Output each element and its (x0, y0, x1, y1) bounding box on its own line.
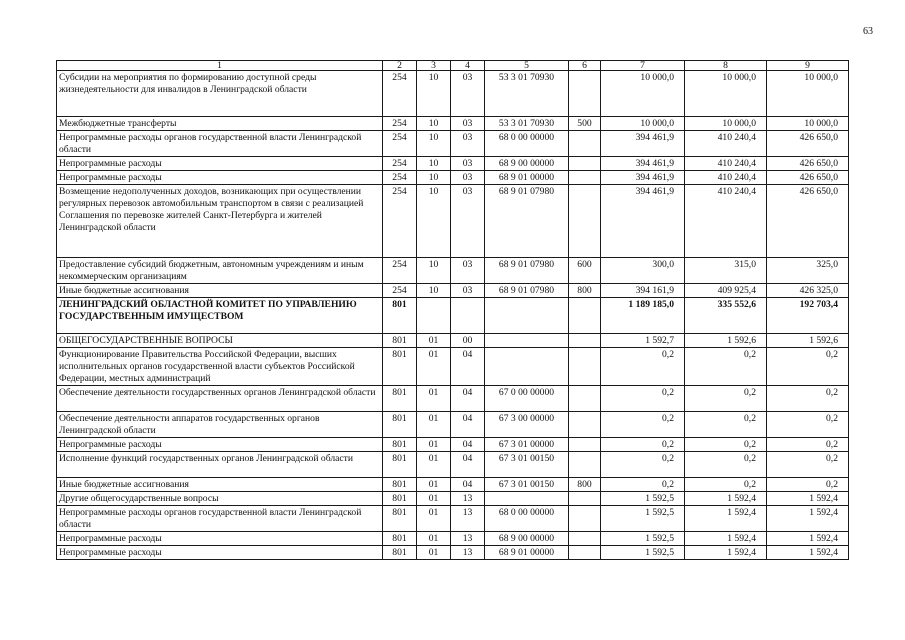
row-description: Иные бюджетные ассигнования (57, 284, 383, 298)
column-header: 3 (417, 61, 451, 71)
cell-amount-year2: 409 925,4 (685, 284, 767, 298)
cell-expense-type (569, 412, 601, 438)
cell-amount-year1: 1 592,5 (601, 506, 685, 532)
cell-expense-type: 500 (569, 117, 601, 131)
cell-amount-year3: 325,0 (767, 258, 849, 284)
cell-expense-type (569, 532, 601, 546)
cell-amount-year3: 0,2 (767, 412, 849, 438)
column-header: 8 (685, 61, 767, 71)
cell-amount-year3: 192 703,4 (767, 298, 849, 334)
cell-subsection: 04 (451, 478, 485, 492)
table-row (57, 506, 849, 532)
cell-amount-year1: 10 000,0 (601, 71, 685, 117)
cell-expense-type (569, 438, 601, 452)
cell-target-article: 67 3 01 00000 (485, 438, 569, 452)
cell-amount-year2: 410 240,4 (685, 131, 767, 157)
cell-section: 01 (417, 492, 451, 506)
cell-admin-code: 254 (383, 284, 417, 298)
cell-amount-year1: 0,2 (601, 478, 685, 492)
cell-amount-year1: 394 461,9 (601, 131, 685, 157)
table-row (57, 131, 849, 157)
cell-section: 01 (417, 334, 451, 348)
cell-admin-code: 801 (383, 532, 417, 546)
cell-amount-year2: 0,2 (685, 452, 767, 478)
row-description: Функционирование Правительства Российской Федерации, высших исполнительных органов государственной власти субъектов Российской Федерации, местных администраций (57, 348, 383, 386)
cell-expense-type: 600 (569, 258, 601, 284)
cell-section: 01 (417, 478, 451, 492)
cell-subsection: 03 (451, 131, 485, 157)
cell-expense-type (569, 334, 601, 348)
cell-amount-year1: 394 461,9 (601, 171, 685, 185)
row-description: Другие общегосударственные вопросы (57, 492, 383, 506)
row-description: Непрограммные расходы органов государственной власти Ленинградской области (57, 131, 383, 157)
cell-expense-type (569, 131, 601, 157)
cell-amount-year3: 0,2 (767, 438, 849, 452)
cell-target-article: 67 0 00 00000 (485, 386, 569, 412)
cell-amount-year2: 0,2 (685, 348, 767, 386)
cell-target-article: 68 0 00 00000 (485, 506, 569, 532)
cell-amount-year2: 0,2 (685, 412, 767, 438)
cell-section: 01 (417, 506, 451, 532)
cell-section: 01 (417, 452, 451, 478)
cell-amount-year3: 0,2 (767, 452, 849, 478)
cell-amount-year2: 10 000,0 (685, 117, 767, 131)
cell-amount-year2: 1 592,4 (685, 532, 767, 546)
cell-amount-year3: 0,2 (767, 348, 849, 386)
cell-target-article: 53 3 01 70930 (485, 71, 569, 117)
cell-expense-type (569, 298, 601, 334)
cell-admin-code: 801 (383, 452, 417, 478)
cell-target-article: 53 3 01 70930 (485, 117, 569, 131)
cell-target-article: 67 3 00 00000 (485, 412, 569, 438)
cell-section: 10 (417, 258, 451, 284)
cell-expense-type: 800 (569, 478, 601, 492)
cell-amount-year3: 426 650,0 (767, 157, 849, 171)
cell-subsection: 13 (451, 546, 485, 560)
cell-amount-year3: 10 000,0 (767, 117, 849, 131)
cell-amount-year2: 1 592,4 (685, 492, 767, 506)
cell-amount-year1: 1 592,5 (601, 546, 685, 560)
cell-target-article: 68 9 01 07980 (485, 258, 569, 284)
cell-admin-code: 254 (383, 131, 417, 157)
cell-subsection: 03 (451, 284, 485, 298)
budget-table (56, 60, 849, 560)
table-row (57, 532, 849, 546)
column-header: 4 (451, 61, 485, 71)
row-description: Межбюджетные трансферты (57, 117, 383, 131)
cell-expense-type (569, 452, 601, 478)
cell-amount-year3: 1 592,6 (767, 334, 849, 348)
cell-amount-year2: 0,2 (685, 386, 767, 412)
cell-amount-year2: 10 000,0 (685, 71, 767, 117)
row-description: Непрограммные расходы органов государственной власти Ленинградской области (57, 506, 383, 532)
cell-amount-year1: 1 189 185,0 (601, 298, 685, 334)
cell-expense-type (569, 348, 601, 386)
row-description: Возмещение недополученных доходов, возникающих при осуществлении регулярных перевозок автомобильным транспортом в связи с реализацией Соглашения по перевозке жителей Санкт-Петербурга и жителей Ленинградской области (57, 185, 383, 258)
row-description: Непрограммные расходы (57, 157, 383, 171)
cell-amount-year3: 1 592,4 (767, 506, 849, 532)
cell-subsection: 03 (451, 117, 485, 131)
cell-admin-code: 254 (383, 157, 417, 171)
table-row (57, 492, 849, 506)
cell-subsection: 04 (451, 386, 485, 412)
cell-admin-code: 801 (383, 334, 417, 348)
table-row (57, 298, 849, 334)
cell-section: 10 (417, 171, 451, 185)
cell-target-article: 67 3 01 00150 (485, 452, 569, 478)
table-row (57, 157, 849, 171)
cell-subsection: 03 (451, 157, 485, 171)
cell-section: 10 (417, 71, 451, 117)
cell-section: 01 (417, 412, 451, 438)
cell-expense-type (569, 506, 601, 532)
cell-subsection: 13 (451, 506, 485, 532)
cell-section: 10 (417, 157, 451, 171)
cell-target-article (485, 334, 569, 348)
row-description: Непрограммные расходы (57, 438, 383, 452)
cell-expense-type (569, 386, 601, 412)
cell-amount-year2: 1 592,6 (685, 334, 767, 348)
cell-amount-year3: 426 650,0 (767, 185, 849, 258)
cell-amount-year1: 394 461,9 (601, 157, 685, 171)
cell-subsection: 13 (451, 532, 485, 546)
cell-subsection: 04 (451, 348, 485, 386)
cell-amount-year2: 410 240,4 (685, 157, 767, 171)
cell-amount-year1: 0,2 (601, 452, 685, 478)
cell-expense-type (569, 492, 601, 506)
cell-admin-code: 801 (383, 478, 417, 492)
cell-target-article: 68 9 00 00000 (485, 157, 569, 171)
cell-expense-type (569, 171, 601, 185)
cell-subsection: 03 (451, 71, 485, 117)
row-description: Исполнение функций государственных органов Ленинградской области (57, 452, 383, 478)
cell-amount-year3: 0,2 (767, 386, 849, 412)
table-row (57, 412, 849, 438)
cell-admin-code: 254 (383, 185, 417, 258)
cell-amount-year1: 0,2 (601, 412, 685, 438)
cell-admin-code: 801 (383, 438, 417, 452)
cell-target-article: 68 0 00 00000 (485, 131, 569, 157)
row-description: Предоставление субсидий бюджетным, автономным учреждениям и иным некоммерческим организациям (57, 258, 383, 284)
cell-section: 10 (417, 284, 451, 298)
cell-subsection (451, 298, 485, 334)
cell-amount-year3: 1 592,4 (767, 546, 849, 560)
cell-subsection: 04 (451, 452, 485, 478)
cell-target-article: 67 3 01 00150 (485, 478, 569, 492)
cell-admin-code: 801 (383, 412, 417, 438)
cell-admin-code: 254 (383, 117, 417, 131)
cell-admin-code: 254 (383, 171, 417, 185)
column-header: 6 (569, 61, 601, 71)
cell-section: 01 (417, 438, 451, 452)
cell-amount-year2: 410 240,4 (685, 185, 767, 258)
cell-target-article (485, 348, 569, 386)
cell-amount-year2: 410 240,4 (685, 171, 767, 185)
cell-amount-year1: 394 461,9 (601, 185, 685, 258)
cell-expense-type (569, 71, 601, 117)
cell-target-article: 68 9 01 07980 (485, 185, 569, 258)
cell-admin-code: 254 (383, 71, 417, 117)
cell-admin-code: 801 (383, 386, 417, 412)
row-description: Непрограммные расходы (57, 532, 383, 546)
cell-amount-year1: 0,2 (601, 348, 685, 386)
table-row (57, 386, 849, 412)
cell-amount-year1: 10 000,0 (601, 117, 685, 131)
cell-amount-year1: 0,2 (601, 438, 685, 452)
cell-subsection: 03 (451, 185, 485, 258)
cell-admin-code: 801 (383, 348, 417, 386)
cell-expense-type (569, 546, 601, 560)
table-row (57, 117, 849, 131)
cell-expense-type (569, 157, 601, 171)
header-row (57, 61, 849, 71)
cell-amount-year2: 1 592,4 (685, 546, 767, 560)
table-row (57, 71, 849, 117)
cell-subsection: 03 (451, 258, 485, 284)
row-description: ОБЩЕГОСУДАРСТВЕННЫЕ ВОПРОСЫ (57, 334, 383, 348)
cell-amount-year3: 10 000,0 (767, 71, 849, 117)
cell-section (417, 298, 451, 334)
row-description: Иные бюджетные ассигнования (57, 478, 383, 492)
cell-section: 01 (417, 532, 451, 546)
cell-section: 10 (417, 185, 451, 258)
cell-amount-year3: 1 592,4 (767, 492, 849, 506)
cell-section: 01 (417, 546, 451, 560)
column-header: 9 (767, 61, 849, 71)
table-row (57, 258, 849, 284)
cell-section: 10 (417, 117, 451, 131)
cell-section: 01 (417, 386, 451, 412)
cell-subsection: 04 (451, 438, 485, 452)
cell-amount-year1: 300,0 (601, 258, 685, 284)
cell-amount-year2: 335 552,6 (685, 298, 767, 334)
cell-subsection: 00 (451, 334, 485, 348)
cell-target-article (485, 492, 569, 506)
cell-expense-type: 800 (569, 284, 601, 298)
column-header: 7 (601, 61, 685, 71)
cell-amount-year2: 315,0 (685, 258, 767, 284)
cell-amount-year2: 1 592,4 (685, 506, 767, 532)
cell-amount-year1: 0,2 (601, 386, 685, 412)
cell-section: 01 (417, 348, 451, 386)
cell-admin-code: 801 (383, 506, 417, 532)
cell-amount-year3: 426 650,0 (767, 131, 849, 157)
cell-subsection: 13 (451, 492, 485, 506)
cell-target-article: 68 9 01 00000 (485, 171, 569, 185)
row-description: Обеспечение деятельности государственных органов Ленинградской области (57, 386, 383, 412)
table-row (57, 334, 849, 348)
cell-amount-year3: 426 650,0 (767, 171, 849, 185)
cell-expense-type (569, 185, 601, 258)
table-row (57, 171, 849, 185)
cell-amount-year2: 0,2 (685, 438, 767, 452)
cell-amount-year1: 394 161,9 (601, 284, 685, 298)
table-row (57, 452, 849, 478)
cell-admin-code: 801 (383, 546, 417, 560)
row-description: Непрограммные расходы (57, 171, 383, 185)
cell-amount-year2: 0,2 (685, 478, 767, 492)
column-header: 1 (57, 61, 383, 71)
column-header: 5 (485, 61, 569, 71)
cell-target-article (485, 298, 569, 334)
row-description: Обеспечение деятельности аппаратов государственных органов Ленинградской области (57, 412, 383, 438)
table-row (57, 284, 849, 298)
column-header: 2 (383, 61, 417, 71)
cell-amount-year3: 426 325,0 (767, 284, 849, 298)
cell-subsection: 03 (451, 171, 485, 185)
page-number: 63 (863, 26, 873, 37)
cell-amount-year1: 1 592,7 (601, 334, 685, 348)
table-row (57, 348, 849, 386)
cell-subsection: 04 (451, 412, 485, 438)
cell-admin-code: 801 (383, 298, 417, 334)
row-description: ЛЕНИНГРАДСКИЙ ОБЛАСТНОЙ КОМИТЕТ ПО УПРАВЛЕНИЮ ГОСУДАРСТВЕННЫМ ИМУЩЕСТВОМ (57, 298, 383, 334)
cell-admin-code: 801 (383, 492, 417, 506)
row-description: Субсидии на мероприятия по формированию доступной среды жизнедеятельности для инвалидов в Ленинградской области (57, 71, 383, 117)
cell-amount-year3: 0,2 (767, 478, 849, 492)
table-row (57, 185, 849, 258)
cell-target-article: 68 9 00 00000 (485, 532, 569, 546)
cell-amount-year1: 1 592,5 (601, 492, 685, 506)
cell-amount-year3: 1 592,4 (767, 532, 849, 546)
table-row (57, 438, 849, 452)
cell-section: 10 (417, 131, 451, 157)
row-description: Непрограммные расходы (57, 546, 383, 560)
cell-target-article: 68 9 01 00000 (485, 546, 569, 560)
table-row (57, 478, 849, 492)
cell-admin-code: 254 (383, 258, 417, 284)
cell-target-article: 68 9 01 07980 (485, 284, 569, 298)
table-row (57, 546, 849, 560)
cell-amount-year1: 1 592,5 (601, 532, 685, 546)
